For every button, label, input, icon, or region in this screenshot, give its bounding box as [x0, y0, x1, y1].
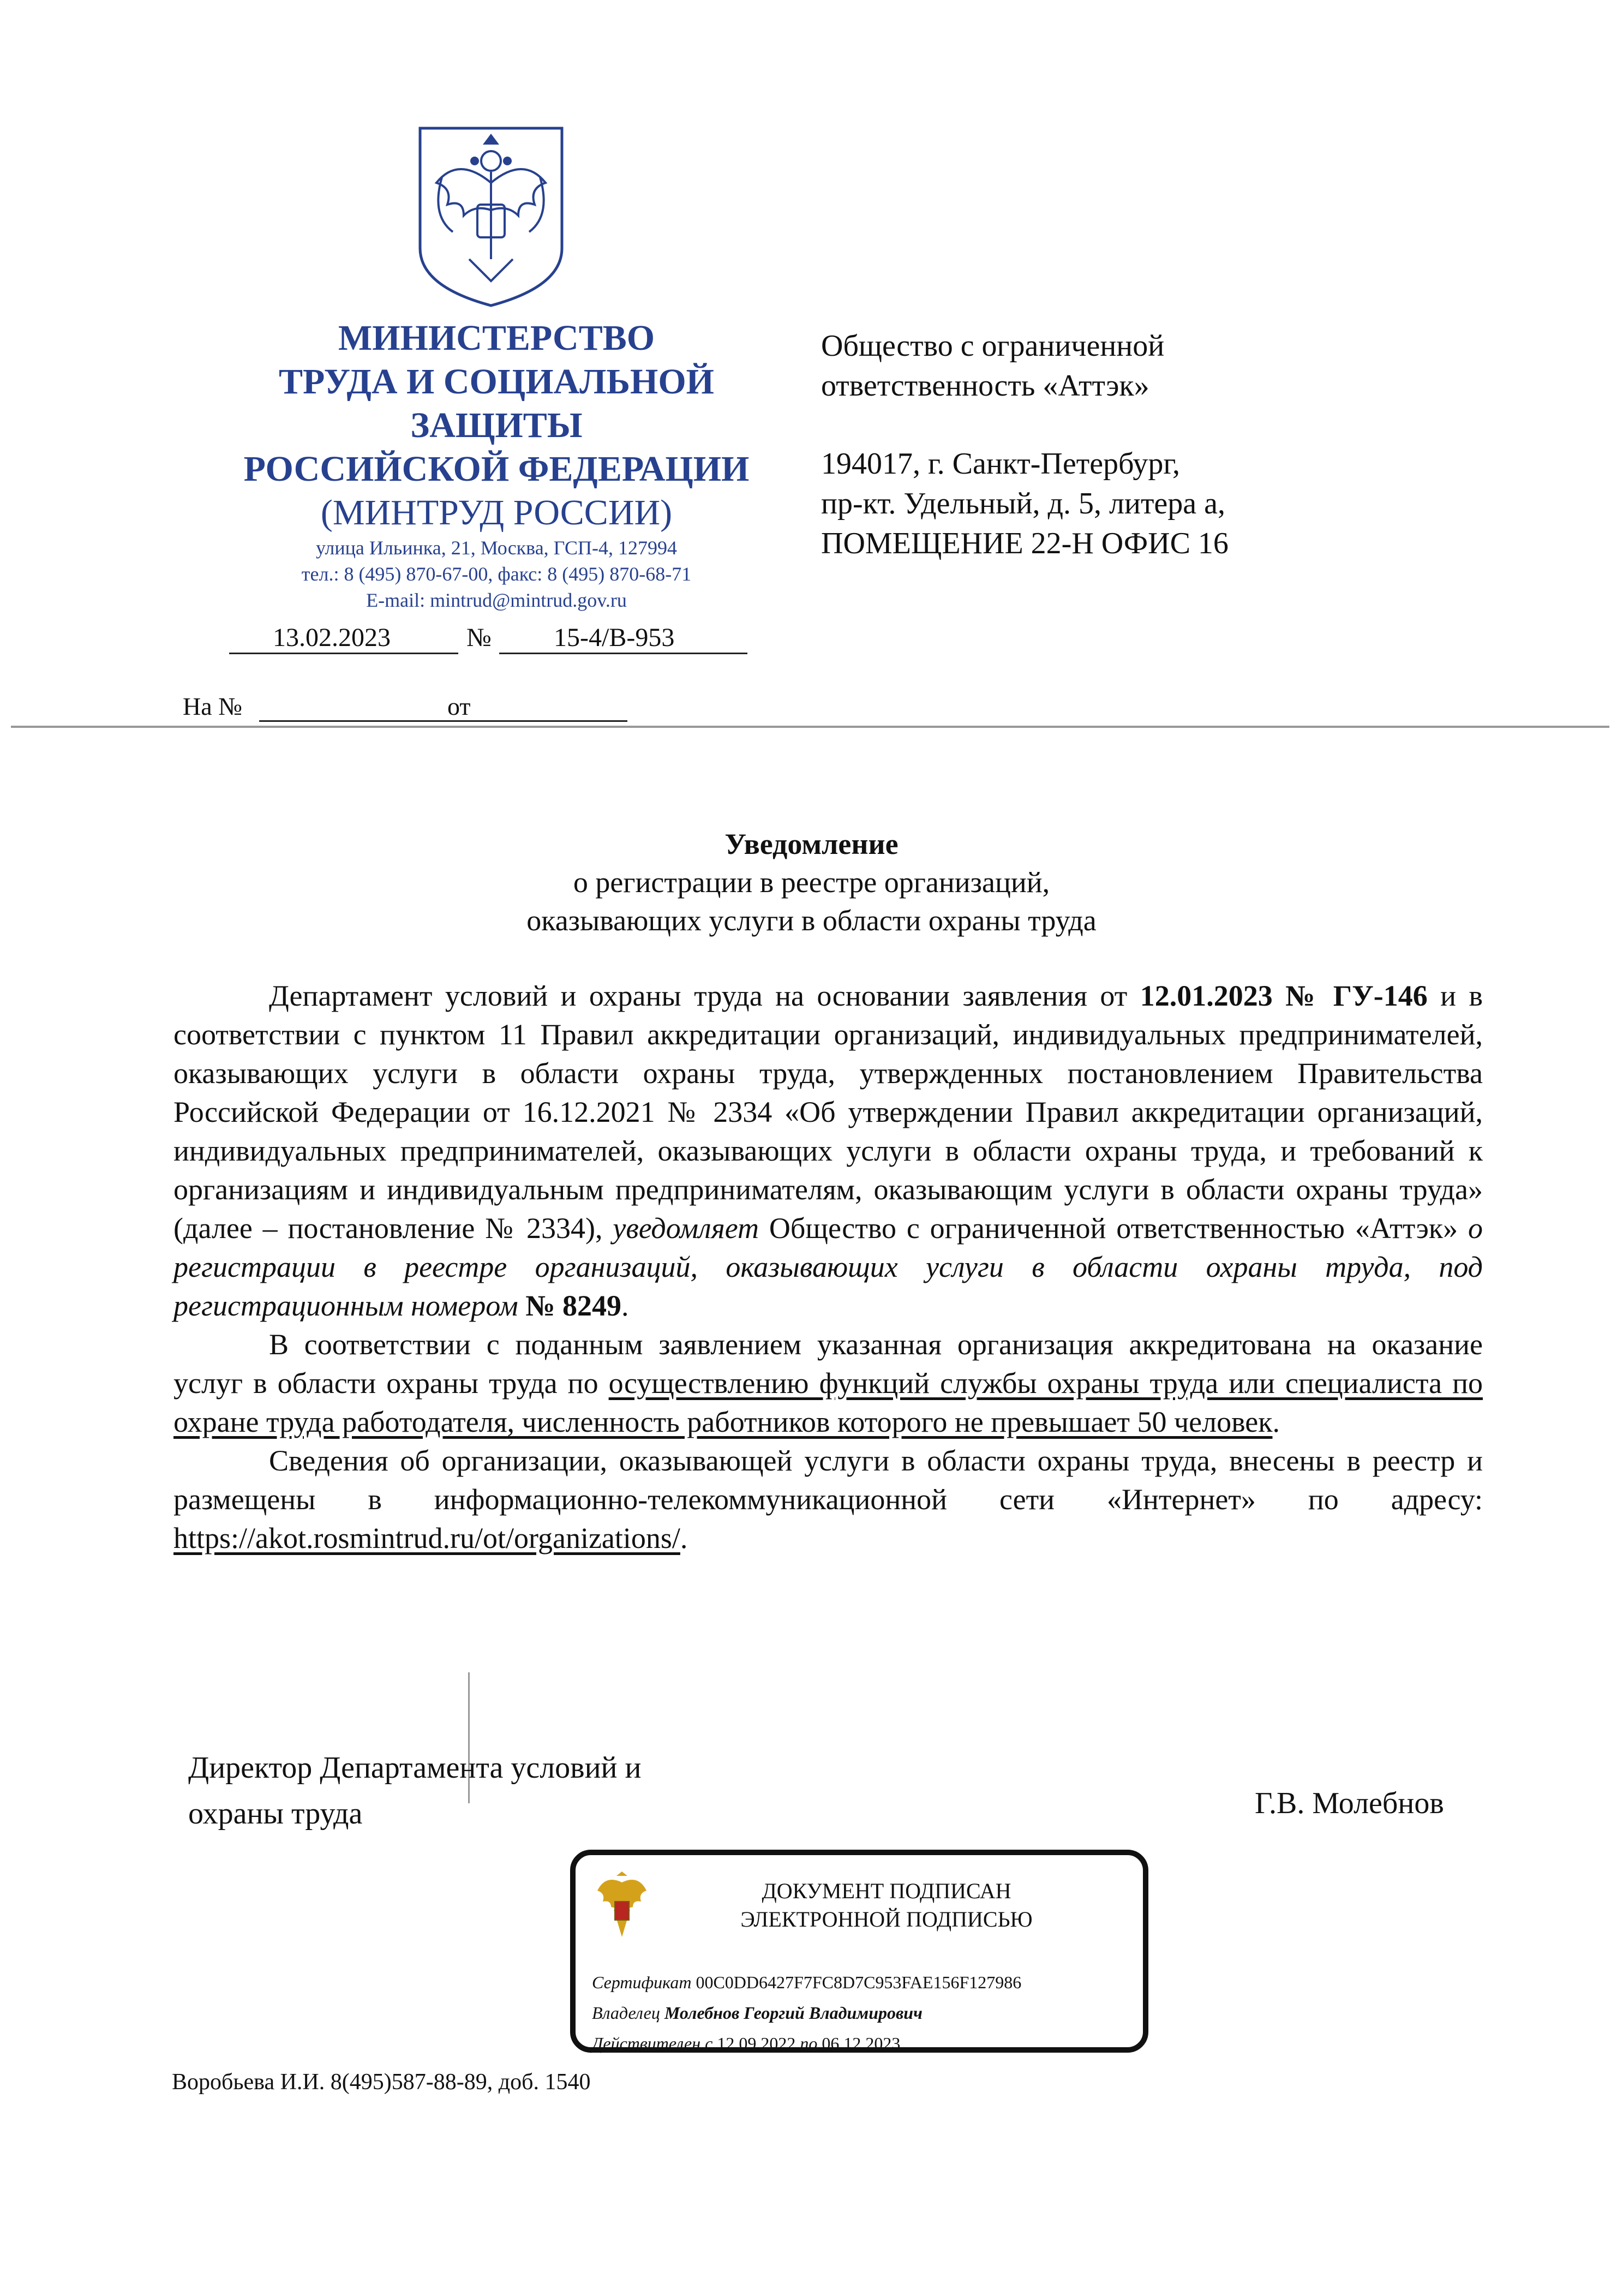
reply-number-label: На № — [183, 692, 243, 720]
certificate-value: 00C0DD6427F7FC8D7C953FAE156F127986 — [696, 1972, 1022, 1992]
notice-title-block — [0, 825, 1623, 940]
ministry-email: E-mail: mintrud@mintrud.gov.ru — [366, 589, 627, 611]
application-reference: 12.01.2023 № ГУ-146 — [1140, 979, 1428, 1012]
coat-of-arms-icon — [409, 123, 573, 308]
date-underline — [229, 653, 458, 654]
notice-subtitle: о регистрации в реестре организаций, — [573, 866, 1050, 899]
valid-from: 12.09.2022 — [717, 2034, 796, 2053]
notice-subtitle: оказывающих услуги в области охраны труда — [526, 904, 1097, 937]
signer-position-line: Директор Департамента условий и — [188, 1751, 642, 1785]
paragraph — [173, 977, 1483, 1325]
stamp-validity — [592, 2028, 1137, 2059]
text: и в соответствии с пунктом 11 Правил аккредитации организаций, индивидуальных предпринимателей, оказывающих услуги в области охраны труда, утвержденных постановлением Правительства Российской Федерации от 16.12.2021 № 2334 «Об утверждении Правил аккредитации организаций, индивидуальных предпринимателей, оказывающих услуги в области охраны труда, и требований к организациям и индивидуальным предпринимателям, оказывающим услуги в области охраны труда» (далее – постановление № 2334), — [173, 979, 1483, 1245]
recipient-name: Общество с ограниченной — [821, 329, 1165, 363]
recipient-address: пр-кт. Удельный, д. 5, литера а, — [821, 487, 1225, 521]
stamp-title: ДОКУМЕНТ ПОДПИСАН — [762, 1879, 1011, 1903]
ministry-name-line: РОССИЙСКОЙ ФЕДЕРАЦИИ — [243, 449, 750, 489]
owner-value: Молебнов Георгий Владимирович — [664, 2003, 923, 2023]
label: Владелец — [592, 2003, 660, 2023]
valid-to: 06.12.2023 — [822, 2034, 901, 2053]
notice-title: Уведомление — [724, 828, 899, 860]
number-underline — [499, 653, 747, 654]
service-scope: осуществлению функций службы охраны труда или специалиста по охране труда работодателя, численность работников которого не превышает 50 человек — [173, 1367, 1483, 1438]
divider — [11, 726, 1609, 728]
text: . — [621, 1289, 629, 1322]
text: Общество с ограниченной ответственностью «Аттэк» — [759, 1212, 1468, 1245]
recipient-address: 194017, г. Санкт-Петербург, — [821, 447, 1181, 481]
stamp-certificate — [592, 1967, 1137, 1998]
reply-from-label: от — [447, 692, 471, 720]
text: Сведения об организации, оказывающей услуги в области охраны труда, внесены в реестр и размещены в информационно-телекоммуникационной сети «Интернет» по адресу: — [173, 1444, 1483, 1516]
text: уведомляет — [613, 1212, 759, 1245]
ministry-phones: тел.: 8 (495) 870-67-00, факс: 8 (495) 870-68-71 — [301, 563, 692, 585]
number-label: № — [466, 623, 492, 652]
label: по — [800, 2034, 818, 2053]
recipient-block — [821, 326, 1530, 564]
electronic-signature-stamp — [570, 1850, 1148, 2053]
ministry-short-name: (МИНТРУД РОССИИ) — [320, 493, 673, 533]
recipient-address: ПОМЕЩЕНИЕ 22-Н ОФИС 16 — [821, 527, 1229, 560]
registry-link[interactable]: https://akot.rosmintrud.ru/ot/organizations/ — [173, 1522, 680, 1554]
ministry-name-line: ТРУДА И СОЦИАЛЬНОЙ — [278, 362, 715, 402]
paragraph — [173, 1325, 1483, 1442]
ministry-name-line: МИНИСТЕРСТВО — [338, 318, 655, 358]
letter-number: 15-4/В-953 — [554, 623, 675, 652]
stamp-owner — [592, 1998, 1137, 2028]
signer-name: Г.В. Молебнов — [1255, 1786, 1444, 1820]
signer-position-line: охраны труда — [188, 1797, 363, 1831]
text: о регистрации в реестре организаций, оказывающих услуги в области охраны труда, под регистрационным номером — [173, 1212, 1483, 1322]
label: Действителен с — [592, 2034, 713, 2053]
coat-of-arms-icon — [592, 1872, 652, 1942]
text: Департамент условий и охраны труда на основании заявления от — [269, 979, 1140, 1012]
text: В соответствии с поданным заявлением указанная организация аккредитована на оказание услуг в области охраны труда по — [173, 1328, 1483, 1400]
registration-number: № 8249 — [518, 1289, 621, 1322]
signer-position — [188, 1745, 897, 1837]
ministry-header — [207, 316, 786, 613]
ministry-name-line: ЗАЩИТЫ — [410, 405, 583, 445]
text: . — [680, 1522, 688, 1554]
reply-underline — [259, 720, 627, 722]
paragraph — [173, 1442, 1483, 1558]
ministry-address: улица Ильинка, 21, Москва, ГСП-4, 127994 — [315, 537, 678, 559]
letter-date: 13.02.2023 — [273, 623, 391, 652]
stamp-title: ЭЛЕКТРОННОЙ ПОДПИСЬЮ — [740, 1907, 1033, 1932]
label: Сертификат — [592, 1972, 692, 1992]
recipient-name: ответственность «Аттэк» — [821, 369, 1149, 403]
executor-contact: Воробьева И.И. 8(495)587-88-89, доб. 1540 — [172, 2070, 591, 2095]
letter-body — [173, 977, 1483, 1558]
text: . — [1272, 1406, 1280, 1438]
